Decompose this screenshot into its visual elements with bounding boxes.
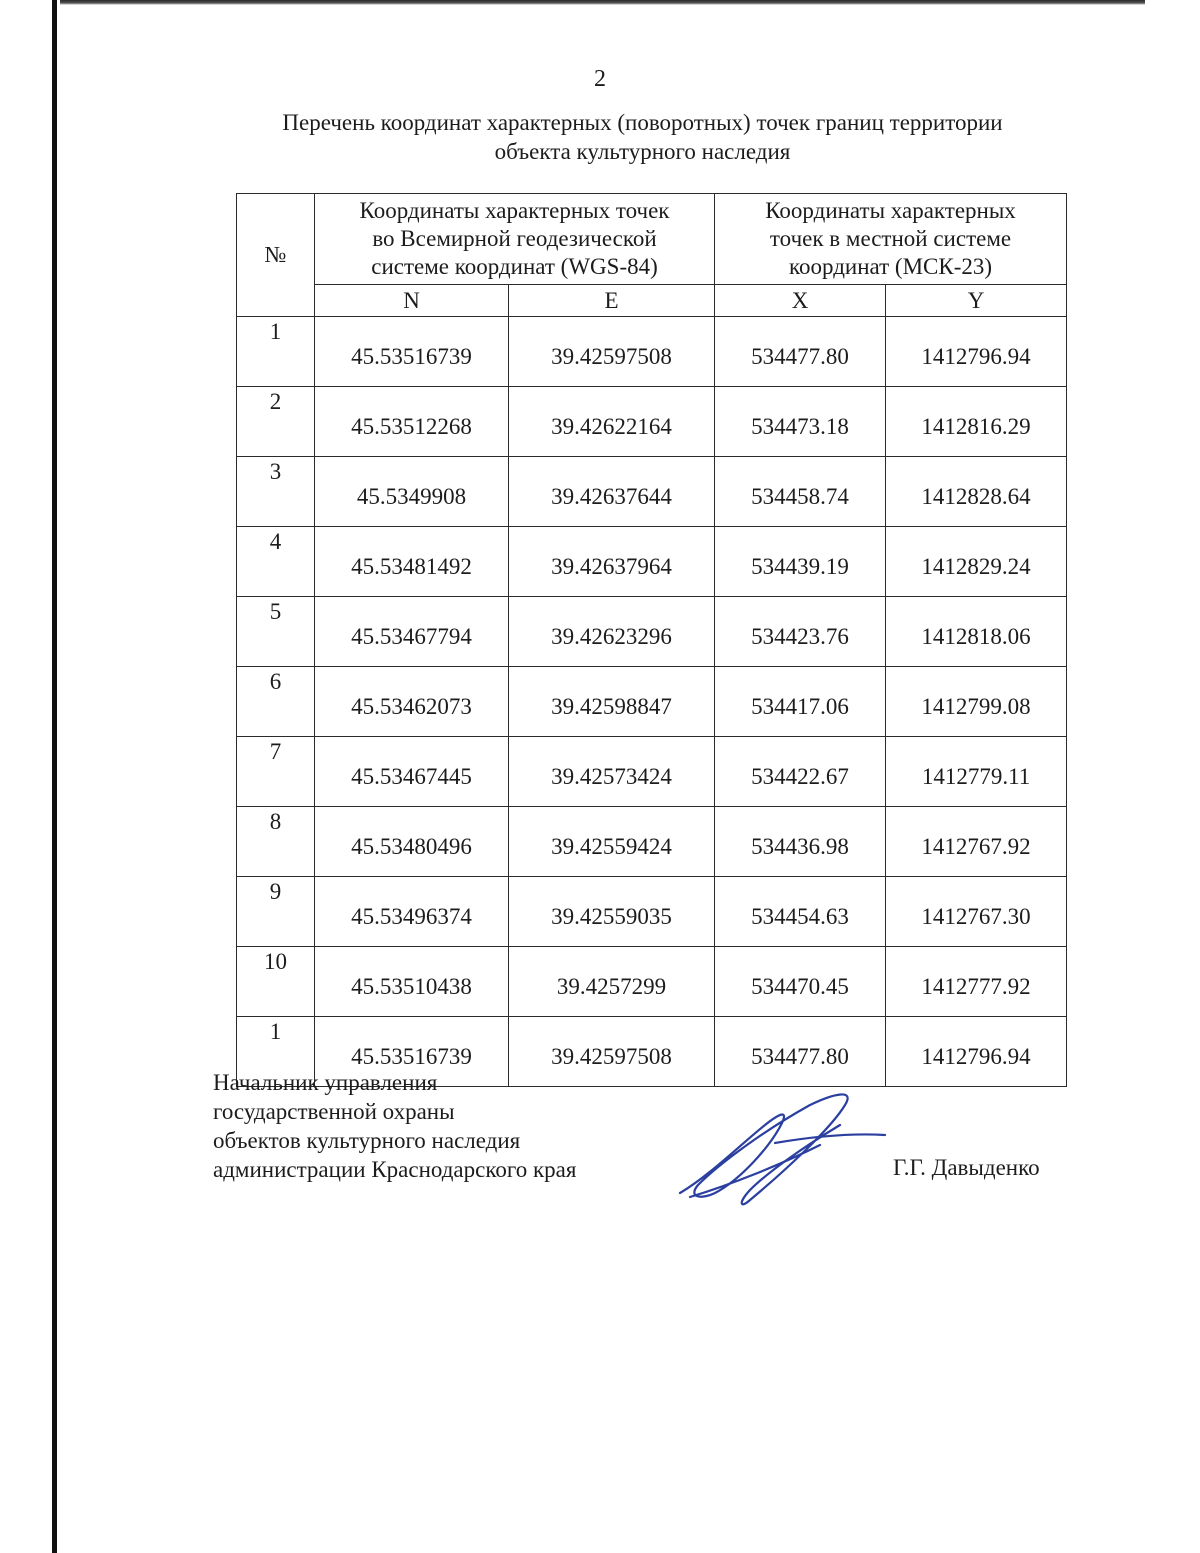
msk23-y-cell: 1412796.94	[886, 317, 1067, 387]
point-number-cell: 1	[237, 317, 315, 387]
wgs84-e-cell: 39.42597508	[509, 1017, 715, 1087]
scan-edge-top	[60, 0, 1145, 5]
msk23-x-cell: 534477.80	[715, 1017, 886, 1087]
table-row	[237, 457, 1067, 527]
wgs84-n-cell: 45.53516739	[315, 317, 509, 387]
msk23-y-cell: 1412779.11	[886, 737, 1067, 807]
wgs84-e-cell: 39.42622164	[509, 387, 715, 457]
column-header-n: N	[315, 285, 509, 317]
msk23-header-line: точек в местной системе	[769, 226, 1012, 251]
column-header-y: Y	[886, 285, 1067, 317]
point-number-cell: 4	[237, 527, 315, 597]
table-header-row	[237, 194, 1067, 285]
wgs84-e-cell: 39.42637964	[509, 527, 715, 597]
msk23-x-cell: 534423.76	[715, 597, 886, 667]
msk23-x-cell: 534439.19	[715, 527, 886, 597]
wgs84-n-cell: 45.53512268	[315, 387, 509, 457]
column-header-e: E	[509, 285, 715, 317]
msk23-y-cell: 1412818.06	[886, 597, 1067, 667]
position-line: Начальник управления	[213, 1070, 438, 1095]
wgs84-n-cell: 45.53481492	[315, 527, 509, 597]
msk23-y-cell: 1412829.24	[886, 527, 1067, 597]
title-line-2: объекта культурного наследия	[494, 139, 791, 164]
table-row	[237, 737, 1067, 807]
wgs84-header-line: Координаты характерных точек	[359, 198, 670, 223]
position-line: государственной охраны	[213, 1099, 455, 1124]
signatory-position	[213, 1068, 576, 1184]
wgs84-n-cell: 45.53467445	[315, 737, 509, 807]
table-row	[237, 877, 1067, 947]
table-row	[237, 317, 1067, 387]
msk23-header-line: координат (МСК-23)	[788, 254, 993, 279]
point-number-cell: 2	[237, 387, 315, 457]
wgs84-n-cell: 45.53480496	[315, 807, 509, 877]
point-number-cell: 8	[237, 807, 315, 877]
msk23-x-cell: 534436.98	[715, 807, 886, 877]
table-subheader-row	[237, 285, 1067, 317]
number-column-header: №	[237, 194, 315, 317]
wgs84-e-cell: 39.42637644	[509, 457, 715, 527]
wgs84-n-cell: 45.5349908	[315, 457, 509, 527]
msk23-x-cell: 534458.74	[715, 457, 886, 527]
msk23-y-cell: 1412816.29	[886, 387, 1067, 457]
wgs84-e-cell: 39.42573424	[509, 737, 715, 807]
wgs84-group-header	[315, 194, 715, 285]
position-line: объектов культурного наследия	[213, 1128, 521, 1153]
wgs84-e-cell: 39.42559035	[509, 877, 715, 947]
wgs84-e-cell: 39.42598847	[509, 667, 715, 737]
msk23-header-line: Координаты характерных	[765, 198, 1016, 223]
msk23-x-cell: 534477.80	[715, 317, 886, 387]
msk23-x-cell: 534454.63	[715, 877, 886, 947]
signatory-name: Г.Г. Давыденко	[893, 1155, 1040, 1180]
table-row	[237, 667, 1067, 737]
msk23-x-cell: 534422.67	[715, 737, 886, 807]
wgs84-header-line: системе координат (WGS-84)	[371, 254, 658, 279]
point-number-cell: 5	[237, 597, 315, 667]
table-row	[237, 387, 1067, 457]
point-number-cell: 9	[237, 877, 315, 947]
msk23-y-cell: 1412799.08	[886, 667, 1067, 737]
signature-stroke	[775, 1134, 885, 1143]
signature-stroke	[680, 1094, 848, 1204]
point-number-cell: 6	[237, 667, 315, 737]
page-number: 2	[594, 66, 606, 92]
point-number-cell: 10	[237, 947, 315, 1017]
table-row	[237, 527, 1067, 597]
wgs84-e-cell: 39.42623296	[509, 597, 715, 667]
position-line: администрации Краснодарского края	[213, 1157, 577, 1182]
table-row	[237, 597, 1067, 667]
table-row	[237, 807, 1067, 877]
msk23-y-cell: 1412767.92	[886, 807, 1067, 877]
coordinates-table	[236, 193, 1067, 1087]
column-header-x: X	[715, 285, 886, 317]
point-number-cell: 7	[237, 737, 315, 807]
wgs84-n-cell: 45.53467794	[315, 597, 509, 667]
msk23-y-cell: 1412828.64	[886, 457, 1067, 527]
wgs84-n-cell: 45.53496374	[315, 877, 509, 947]
msk23-x-cell: 534470.45	[715, 947, 886, 1017]
wgs84-n-cell: 45.53516739	[315, 1017, 509, 1087]
msk23-x-cell: 534473.18	[715, 387, 886, 457]
msk23-y-cell: 1412767.30	[886, 877, 1067, 947]
scan-edge-left	[52, 0, 57, 1553]
table-body	[237, 317, 1067, 1087]
point-number-cell: 3	[237, 457, 315, 527]
handwritten-signature	[670, 1085, 910, 1215]
wgs84-e-cell: 39.42597508	[509, 317, 715, 387]
msk23-y-cell: 1412777.92	[886, 947, 1067, 1017]
wgs84-e-cell: 39.42559424	[509, 807, 715, 877]
msk23-y-cell: 1412796.94	[886, 1017, 1067, 1087]
title-line-1: Перечень координат характерных (поворотных) точек границ территории	[282, 110, 1003, 135]
point-number-cell: 1	[237, 1017, 315, 1087]
wgs84-header-line: во Всемирной геодезической	[372, 226, 657, 251]
table-row	[237, 947, 1067, 1017]
wgs84-n-cell: 45.53462073	[315, 667, 509, 737]
wgs84-e-cell: 39.4257299	[509, 947, 715, 1017]
document-title	[200, 108, 1085, 166]
wgs84-n-cell: 45.53510438	[315, 947, 509, 1017]
msk23-x-cell: 534417.06	[715, 667, 886, 737]
msk23-group-header	[715, 194, 1067, 285]
